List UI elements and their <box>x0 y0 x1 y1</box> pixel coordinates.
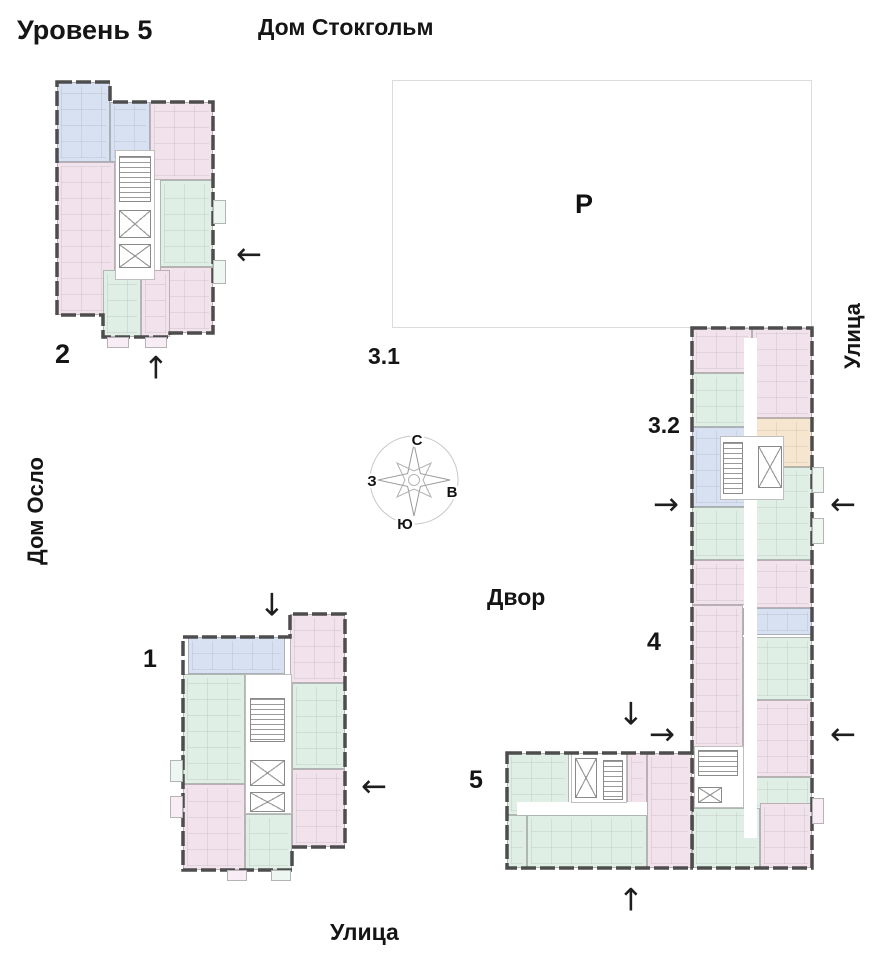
entrance-arrow-left-icon: ← <box>236 236 262 273</box>
building-5-number: 5 <box>469 766 483 794</box>
elevator <box>250 792 285 812</box>
stairs <box>698 750 738 776</box>
building-2[interactable] <box>57 82 213 337</box>
stairs <box>603 760 623 800</box>
compass-north-label: С <box>411 432 423 449</box>
balcony <box>170 796 183 818</box>
compass-rose <box>364 428 464 532</box>
balcony <box>213 260 226 284</box>
entrance-arrow-left-icon: ← <box>830 486 856 523</box>
building-3-1-number: 3.1 <box>368 343 400 369</box>
street-label-right: Улица <box>840 303 865 369</box>
elevator <box>758 446 782 488</box>
balcony <box>145 337 167 348</box>
building-3-2-number: 3.2 <box>648 412 680 438</box>
apartment-unit[interactable] <box>692 605 743 748</box>
apartment-unit[interactable] <box>160 180 213 267</box>
entrance-arrow-down-icon: ↓ <box>259 587 285 624</box>
balcony <box>271 870 291 881</box>
elevator <box>575 758 597 798</box>
street-label-bottom: Улица <box>330 919 399 945</box>
stairs <box>119 156 151 202</box>
compass-east-label: В <box>446 484 458 501</box>
page-title: Уровень 5 <box>17 15 153 45</box>
apartment-unit[interactable] <box>57 82 110 162</box>
apartment-unit[interactable] <box>507 815 527 868</box>
corridor <box>517 802 647 815</box>
stairs <box>723 442 743 494</box>
apartment-unit[interactable] <box>692 507 752 560</box>
balcony <box>812 467 824 493</box>
parking-label: Р <box>574 188 593 219</box>
elevator <box>698 787 722 803</box>
entrance-arrow-up-icon: ↑ <box>143 350 169 387</box>
entrance-arrow-right-icon: → <box>653 486 679 523</box>
building-3-2-4[interactable] <box>692 328 812 868</box>
apartment-unit[interactable] <box>752 328 812 418</box>
elevator <box>119 244 151 268</box>
apartment-unit[interactable] <box>245 814 292 870</box>
building-2-number: 2 <box>55 339 71 369</box>
building-1[interactable] <box>183 614 345 872</box>
apartment-unit[interactable] <box>150 102 213 180</box>
apartment-unit[interactable] <box>692 328 752 373</box>
courtyard-label: Двор <box>487 584 546 610</box>
apartment-unit[interactable] <box>752 560 812 608</box>
elevator <box>250 760 285 786</box>
apartment-unit[interactable] <box>292 769 345 847</box>
parking-area[interactable] <box>392 80 812 328</box>
apartment-unit[interactable] <box>183 784 245 870</box>
apartment-unit[interactable] <box>188 637 285 674</box>
apartment-unit[interactable] <box>692 373 752 427</box>
house-oslo-label: Дом Осло <box>23 457 48 565</box>
apartment-unit[interactable] <box>760 803 812 868</box>
building-4-number: 4 <box>647 628 661 656</box>
apartment-unit[interactable] <box>183 674 245 784</box>
building-5[interactable] <box>507 753 692 868</box>
balcony <box>213 200 226 224</box>
balcony <box>812 798 824 824</box>
apartment-unit[interactable] <box>103 270 141 337</box>
apartment-unit[interactable] <box>292 683 345 769</box>
balcony <box>107 337 129 348</box>
balcony <box>227 870 247 881</box>
balcony <box>812 518 824 544</box>
entrance-arrow-up-icon: ↑ <box>618 882 644 919</box>
building-1-number: 1 <box>143 645 157 673</box>
entrance-arrow-left-icon: ← <box>830 716 856 753</box>
entrance-arrow-down-icon: ↓ <box>618 696 644 733</box>
apartment-unit[interactable] <box>647 753 692 868</box>
apartment-unit[interactable] <box>527 815 647 868</box>
compass-west-label: З <box>367 473 377 490</box>
house-stockholm-label: Дом Стокгольм <box>258 14 434 40</box>
balcony <box>170 760 183 782</box>
apartment-unit[interactable] <box>290 614 345 683</box>
stairs <box>250 698 285 742</box>
corridor <box>744 338 757 838</box>
apartment-unit[interactable] <box>141 270 170 337</box>
compass-south-label: Ю <box>397 516 413 532</box>
entrance-arrow-left-icon: ← <box>361 768 387 805</box>
apartment-unit[interactable] <box>692 560 752 605</box>
elevator <box>119 210 151 238</box>
entrance-arrow-right-icon: → <box>649 716 675 753</box>
